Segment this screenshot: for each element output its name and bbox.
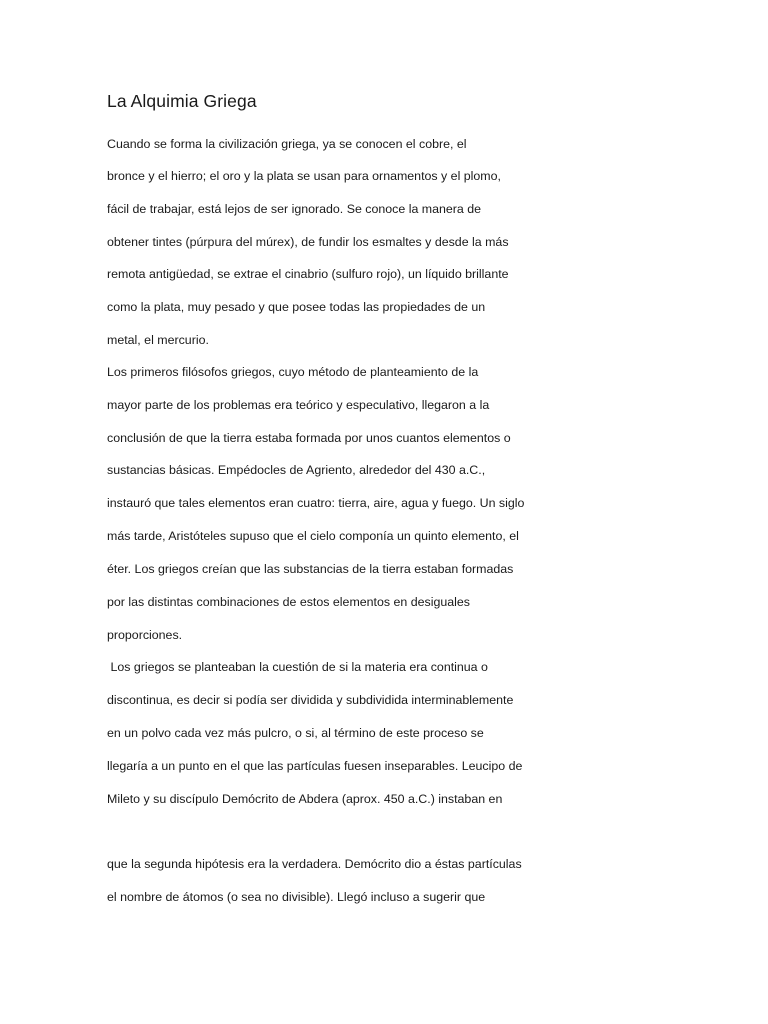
- body-line: metal, el mercurio.: [107, 333, 209, 347]
- body-line: Los griegos se planteaban la cuestión de si la materia era continua o: [107, 660, 488, 674]
- body-line: por las distintas combinaciones de estos elementos en desiguales: [107, 595, 470, 609]
- body-line: conclusión de que la tierra estaba formada por unos cuantos elementos o: [107, 431, 511, 445]
- body-line: más tarde, Aristóteles supuso que el cielo componía un quinto elemento, el: [107, 529, 519, 543]
- body-line: obtener tintes (púrpura del múrex), de fundir los esmaltes y desde la más: [107, 235, 509, 249]
- body-line: proporciones.: [107, 628, 183, 642]
- body-line: mayor parte de los problemas era teórico y especulativo, llegaron a la: [107, 398, 490, 412]
- body-line: llegaría a un punto en el que las partículas fuesen inseparables. Leucipo de: [107, 759, 523, 773]
- body-line: Cuando se forma la civilización griega, ya se conocen el cobre, el: [107, 137, 467, 151]
- body-line: Mileto y su discípulo Demócrito de Abdera (aprox. 450 a.C.) instaban en: [107, 792, 503, 806]
- body-line: éter. Los griegos creían que las substancias de la tierra estaban formadas: [107, 562, 514, 576]
- body-line: sustancias básicas. Empédocles de Agriento, alrededor del 430 a.C.,: [107, 463, 486, 477]
- body-line: como la plata, muy pesado y que posee todas las propiedades de un: [107, 300, 486, 314]
- body-line: remota antigüedad, se extrae el cinabrio (sulfuro rojo), un líquido brillante: [107, 267, 509, 281]
- body-line: que la segunda hipótesis era la verdadera. Demócrito dio a éstas partículas: [107, 857, 522, 871]
- body-line: el nombre de átomos (o sea no divisible). Llegó incluso a sugerir que: [107, 890, 486, 904]
- body-line: en un polvo cada vez más pulcro, o si, al término de este proceso se: [107, 726, 484, 740]
- body-line: fácil de trabajar, está lejos de ser ignorado. Se conoce la manera de: [107, 202, 482, 216]
- body-line: Los primeros filósofos griegos, cuyo método de planteamiento de la: [107, 365, 479, 379]
- body-line: bronce y el hierro; el oro y la plata se usan para ornamentos y el plomo,: [107, 169, 501, 183]
- body-line: discontinua, es decir si podía ser dividida y subdividida interminablemente: [107, 693, 514, 707]
- document-title: La Alquimia Griega: [107, 91, 257, 111]
- body-line: instauró que tales elementos eran cuatro: tierra, aire, agua y fuego. Un siglo: [107, 496, 525, 510]
